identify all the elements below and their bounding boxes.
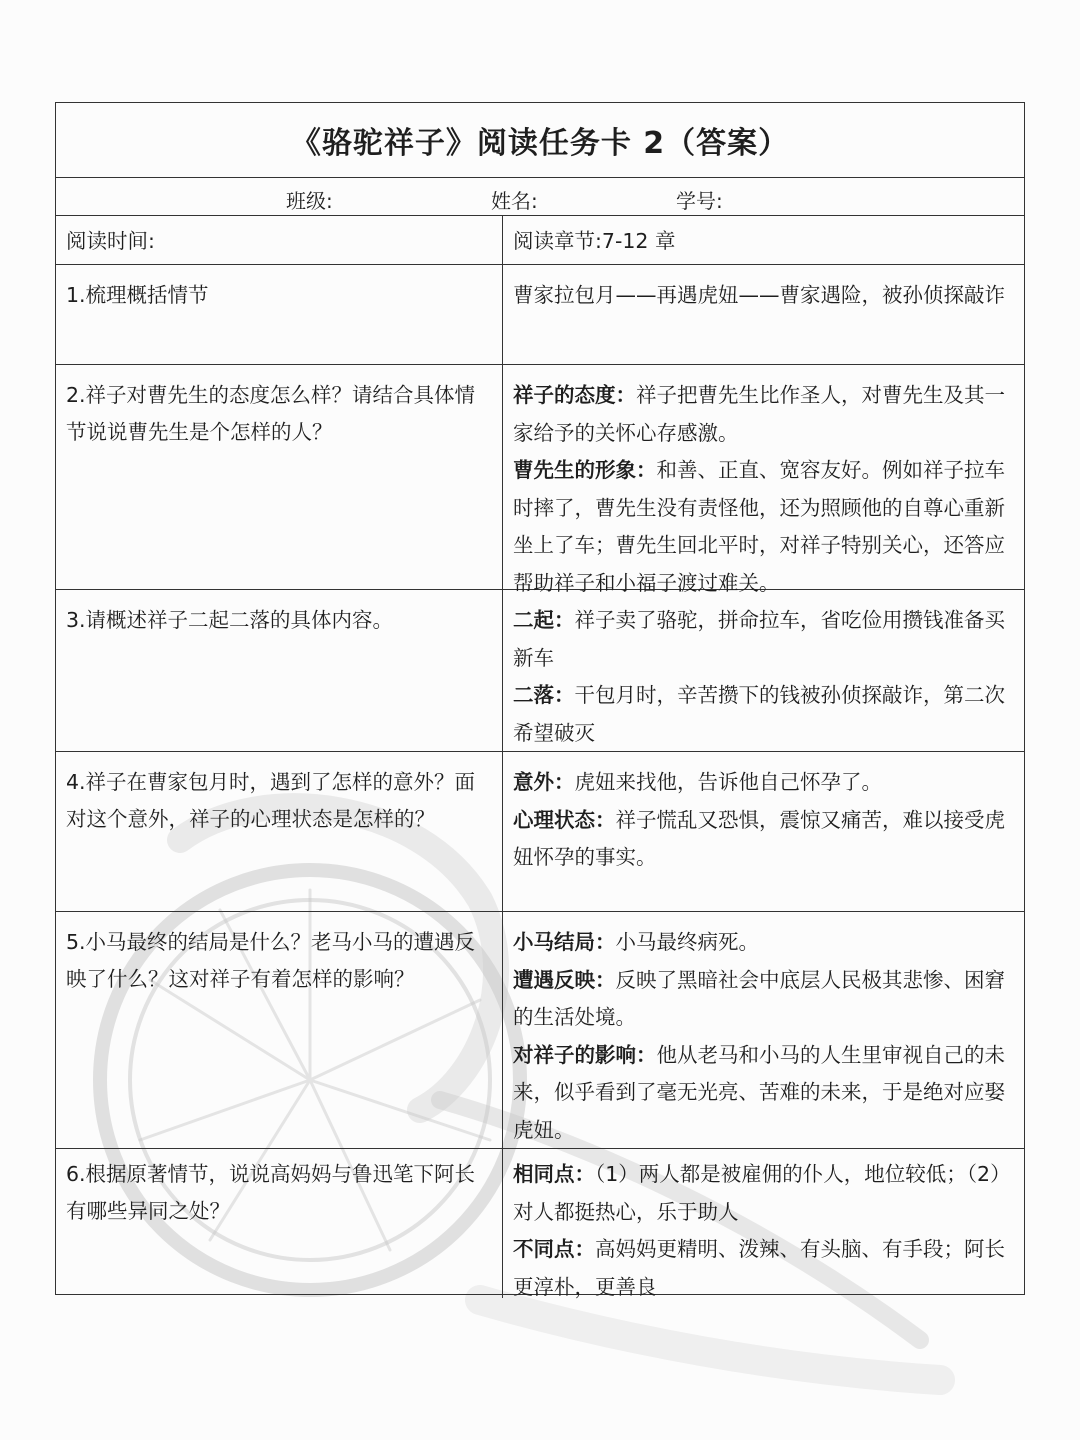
answer-label: 相同点：: [513, 1162, 595, 1186]
answer-label: 意外：: [513, 770, 575, 794]
answer-6: [503, 1149, 1024, 1298]
question-3: 3.请概述祥子二起二落的具体内容。: [56, 590, 503, 751]
question-2: 2.祥子对曹先生的态度怎么样？请结合具体情节说说曹先生是个怎样的人？: [56, 365, 503, 589]
answer-label: 二起：: [513, 608, 575, 632]
student-id-label: 学号:: [676, 189, 723, 213]
answer-label: 二落：: [513, 683, 575, 707]
meta-row: [56, 216, 1024, 265]
question-row-6: [56, 1149, 1024, 1298]
answer-text: 反映了黑暗社会中底层人民极其悲惨、困窘的生活处境。: [513, 967, 1005, 1029]
answer-text: （1）两人都是被雇佣的仆人，地位较低；（2）对人都挺热心，乐于助人: [513, 1162, 1011, 1224]
answer-paragraph: [513, 764, 1014, 802]
answer-text: 干包月时，辛苦攒下的钱被孙侦探敲诈，第二次希望破灭: [513, 683, 1005, 745]
answer-paragraph: [513, 1037, 1014, 1150]
question-6: 6.根据原著情节，说说高妈妈与鲁迅笔下阿长有哪些异同之处？: [56, 1149, 503, 1298]
answer-text: 祥子慌乱又恐惧，震惊又痛苦，难以接受虎妞怀孕的事实。: [513, 807, 1005, 869]
answer-5: [503, 912, 1024, 1148]
answer-label: 不同点：: [513, 1237, 595, 1261]
answer-label: 祥子的态度：: [513, 383, 636, 407]
class-label: 班级:: [286, 189, 333, 213]
answer-paragraph: [513, 602, 1014, 677]
answer-label: 遭遇反映：: [513, 967, 616, 992]
answer-text: 祥子卖了骆驼，拼命拉车，省吃俭用攒钱准备买新车: [513, 608, 1005, 670]
answer-paragraph: [513, 802, 1014, 877]
question-row-2: [56, 365, 1024, 595]
question-4: 4.祥子在曹家包月时，遇到了怎样的意外？面对这个意外，祥子的心理状态是怎样的？: [56, 752, 503, 911]
answer-3: [503, 590, 1024, 751]
answer-text: 虎妞来找他，告诉他自己怀孕了。: [574, 770, 882, 794]
answer-2: [503, 365, 1024, 595]
answer-paragraph: [513, 1231, 1014, 1306]
answer-text: 他从老马和小马的人生里审视自己的未来，似乎看到了毫无光亮、苦难的未来，于是绝对应娶虎妞。: [513, 1042, 1005, 1142]
answer-paragraph: [513, 924, 1014, 962]
answer-text: 高妈妈更精明、泼辣、有头脑、有手段；阿长更淳朴，更善良: [513, 1237, 1005, 1299]
answer-text: 祥子把曹先生比作圣人，对曹先生及其一家给予的关怀心存感激。: [513, 383, 1005, 445]
answer-paragraph: [513, 452, 1014, 602]
question-row-4: [56, 752, 1024, 912]
name-label: 姓名:: [491, 189, 538, 213]
reading-time-cell: 阅读时间:: [56, 216, 503, 264]
answer-text: 和善、正直、宽容友好。例如祥子拉车时摔了，曹先生没有责怪他，还为照顾他的自尊心重新坐上了车；曹先生回北平时，对祥子特别关心，还答应帮助祥子和小福子渡过难关。: [513, 458, 1005, 595]
question-1: 1.梳理概括情节: [56, 265, 503, 364]
answer-paragraph: [513, 962, 1014, 1037]
answer-label: 心理状态：: [513, 807, 616, 832]
chapters-cell: 阅读章节:7-12 章: [513, 229, 676, 253]
student-info-row: [56, 178, 1024, 216]
question-row-5: [56, 912, 1024, 1149]
reading-task-card: [55, 102, 1025, 1299]
answer-paragraph: [513, 377, 1014, 452]
answer-paragraph: [513, 677, 1014, 752]
question-5: 5.小马最终的结局是什么？老马小马的遭遇反映了什么？这对祥子有着怎样的影响？: [56, 912, 503, 1148]
answer-4: [503, 752, 1024, 911]
card-title: 《骆驼祥子》阅读任务卡 2（答案）: [56, 103, 1024, 178]
question-row-3: [56, 590, 1024, 752]
answer-paragraph: [513, 1156, 1014, 1231]
question-row-1: [56, 265, 1024, 365]
answer-text: 小马最终病死。: [615, 930, 759, 954]
answer-label: 曹先生的形象：: [513, 458, 657, 482]
answer-label: 小马结局：: [513, 930, 616, 954]
answer-1: 曹家拉包月——再遇虎妞——曹家遇险，被孙侦探敲诈: [513, 283, 1005, 307]
answer-label: 对祥子的影响：: [513, 1042, 657, 1067]
